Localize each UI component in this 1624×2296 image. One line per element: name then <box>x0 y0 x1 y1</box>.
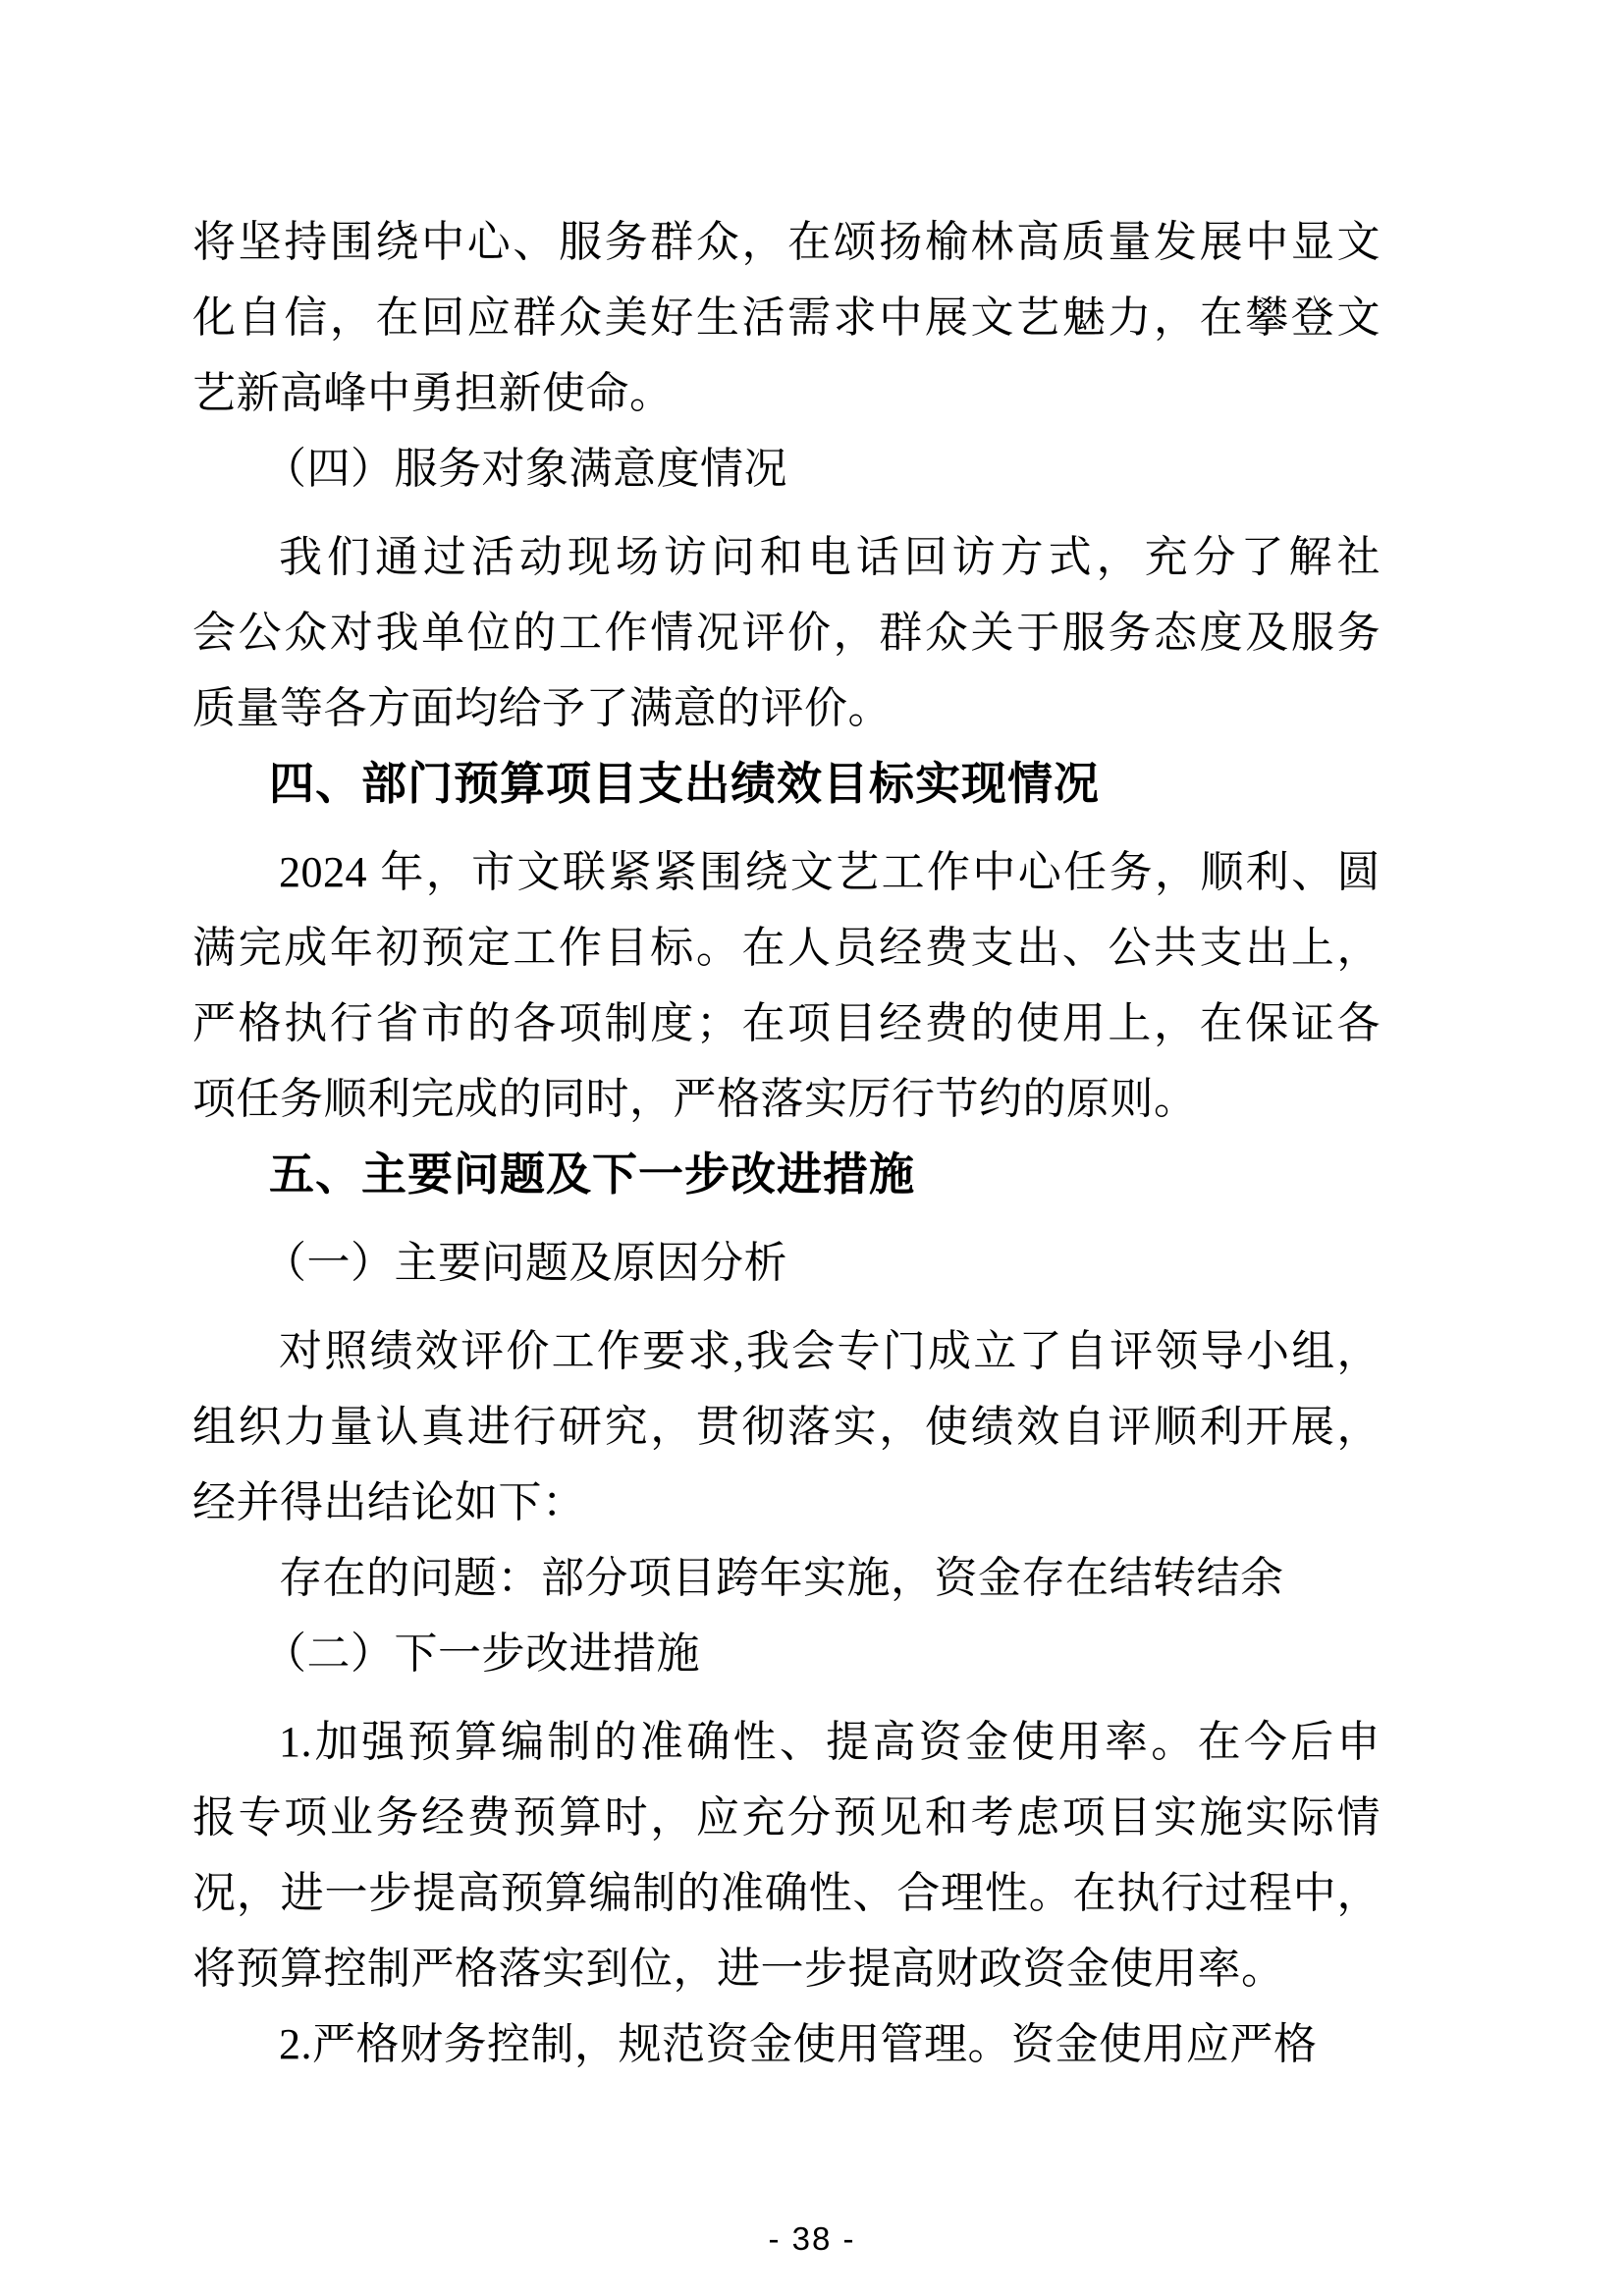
text-line: 况，进一步提高预算编制的准确性、合理性。在执行过程中， <box>192 1869 1380 1917</box>
text-line: 经并得出结论如下： <box>192 1478 586 1526</box>
subsection-heading-2: （二）下一步改进措施 <box>263 1629 700 1678</box>
text-line: 将坚持围绕中心、服务群众，在颂扬榆林高质量发展中显文 <box>192 218 1380 266</box>
text-line: 对照绩效评价工作要求,我会专门成立了自评领导小组， <box>279 1327 1380 1375</box>
text-line: 艺新高峰中勇担新使命。 <box>192 369 674 417</box>
section-heading-5: 五、主要问题及下一步改进措施 <box>269 1148 915 1200</box>
text-line: 报专项业务经费预算时，应充分预见和考虑项目实施实际情 <box>192 1793 1380 1842</box>
subsection-heading-1: （一）主要问题及原因分析 <box>263 1239 787 1287</box>
text-line: 满完成年初预定工作目标。在人员经费支出、公共支出上， <box>192 924 1380 972</box>
text-line: 我们通过活动现场访问和电话回访方式，充分了解社 <box>279 533 1380 581</box>
text-line: 组织力量认真进行研究，贯彻落实，使绩效自评顺利开展， <box>192 1403 1380 1451</box>
text-line: 会公众对我单位的工作情况评价，群众关于服务态度及服务 <box>192 609 1380 657</box>
text-line: 存在的问题：部分项目跨年实施，资金存在结转结余 <box>279 1554 1284 1602</box>
text-line: 严格执行省市的各项制度；在项目经费的使用上，在保证各 <box>192 999 1380 1047</box>
text-line: 2.严格财务控制，规范资金使用管理。资金使用应严格 <box>279 2020 1318 2068</box>
text-line: 项任务顺利完成的同时，严格落实厉行节约的原则。 <box>192 1075 1198 1123</box>
text-line: 质量等各方面均给予了满意的评价。 <box>192 684 892 732</box>
subsection-heading-4: （四）服务对象满意度情况 <box>263 445 787 493</box>
text-line: 1.加强预算编制的准确性、提高资金使用率。在今后申 <box>279 1718 1380 1766</box>
page-number: - 38 - <box>768 2220 856 2257</box>
text-line: 化自信，在回应群众美好生活需求中展文艺魅力，在攀登文 <box>192 294 1380 342</box>
text-line: 2024 年，市文联紧紧围绕文艺工作中心任务，顺利、圆 <box>279 848 1380 896</box>
document-body <box>192 204 1380 2082</box>
text-line: 将预算控制严格落实到位，进一步提高财政资金使用率。 <box>192 1945 1285 1993</box>
section-heading-4: 四、部门预算项目支出绩效目标实现情况 <box>269 758 1100 809</box>
